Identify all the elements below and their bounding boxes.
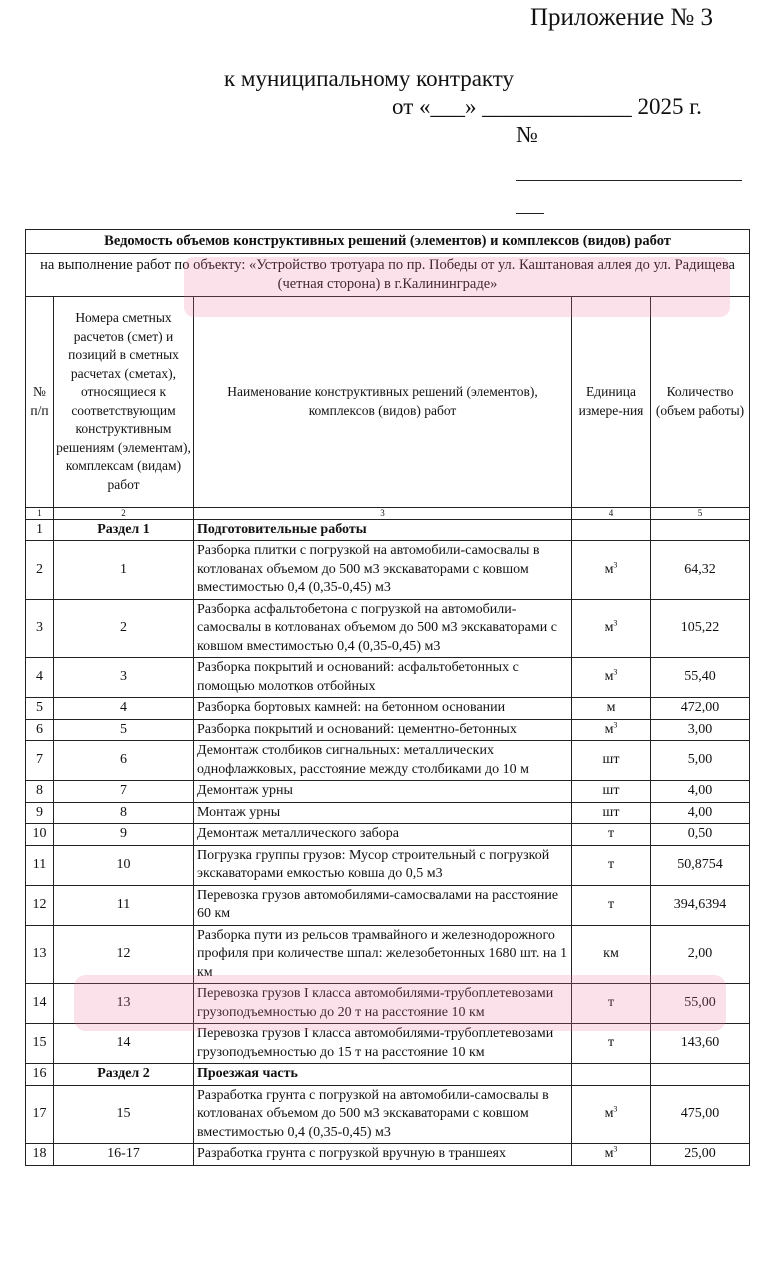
- unit-cell: [572, 984, 651, 1024]
- row-number: 12: [26, 885, 54, 925]
- quantity: 105,22: [651, 599, 750, 658]
- quantity: 2,00: [651, 925, 750, 984]
- unit: т: [607, 856, 615, 872]
- quantity: 5,00: [651, 741, 750, 781]
- quantity: 25,00: [651, 1144, 750, 1166]
- table-row: [26, 741, 750, 781]
- unit-cell: [572, 599, 651, 658]
- section-row: [26, 1064, 750, 1086]
- table-row: [26, 1024, 750, 1064]
- estimate-ref: 9: [54, 824, 194, 846]
- row-number: 18: [26, 1144, 54, 1166]
- unit-exponent: 3: [613, 667, 618, 677]
- header-qty: Количество (объем работы): [651, 296, 750, 507]
- work-name: Погрузка группы грузов: Мусор строительный с погрузкой экскаваторами емкостью ковша до 0,5 м3: [194, 845, 572, 885]
- work-name: Разборка асфальтобетона с погрузкой на автомобили-самосвалы в котлованах объемом до 500 м3 экскаваторами с ковшом вместимостью 0,4 (0,35-0,45) м3: [194, 599, 572, 658]
- quantity: 64,32: [651, 541, 750, 600]
- quantity: 0,50: [651, 824, 750, 846]
- work-name: Перевозка грузов I класса автомобилями-трубоплетевозами грузоподъемностью до 20 т на расстояние 10 км: [194, 984, 572, 1024]
- object-prefix: на выполнение работ по объекту:: [40, 256, 249, 273]
- unit: т: [607, 995, 615, 1011]
- row-number: 16: [26, 1064, 54, 1086]
- quantity: 55,00: [651, 984, 750, 1024]
- contract-number-blank-end: [516, 213, 544, 214]
- work-name: Разборка плитки с погрузкой на автомобили-самосвалы в котлованах объемом до 500 м3 экскаваторами с ковшом вместимостью 0,4 (0,35-0,45) м3: [194, 541, 572, 600]
- unit: м: [604, 561, 614, 577]
- column-number: 4: [572, 507, 651, 519]
- column-number: 1: [26, 507, 54, 519]
- table-row: [26, 698, 750, 720]
- unit-exponent: 3: [613, 719, 618, 729]
- header-unit: Единица измере-ния: [572, 296, 651, 507]
- work-name: Проезжая часть: [194, 1064, 572, 1086]
- unit-cell: [572, 519, 651, 541]
- row-number: 15: [26, 1024, 54, 1064]
- unit-cell: [572, 824, 651, 846]
- quantity: [651, 1064, 750, 1086]
- estimate-ref: 13: [54, 984, 194, 1024]
- estimate-ref: 7: [54, 781, 194, 803]
- unit: шт: [602, 783, 620, 798]
- unit-cell: [572, 541, 651, 600]
- estimate-ref: 6: [54, 741, 194, 781]
- unit-exponent: 3: [613, 618, 618, 628]
- unit: км: [603, 946, 619, 961]
- works-volume-table: [25, 229, 750, 1166]
- work-name: Перевозка грузов автомобилями-самосвалами на расстояние 60 км: [194, 885, 572, 925]
- quantity: 50,8754: [651, 845, 750, 885]
- table-title-row: [26, 230, 750, 254]
- table-row: [26, 845, 750, 885]
- quantity: 3,00: [651, 719, 750, 741]
- estimate-ref: 16-17: [54, 1144, 194, 1166]
- table-row: [26, 599, 750, 658]
- work-name: Разборка бортовых камней: на бетонном основании: [194, 698, 572, 720]
- unit-cell: [572, 845, 651, 885]
- table-row: [26, 719, 750, 741]
- unit: м: [606, 700, 616, 715]
- table-row: [26, 824, 750, 846]
- unit: т: [607, 1035, 615, 1051]
- header-num: № п/п: [26, 296, 54, 507]
- table-row: [26, 541, 750, 600]
- row-number: 9: [26, 802, 54, 824]
- appendix-title: Приложение № 3: [530, 4, 714, 31]
- estimate-ref: 10: [54, 845, 194, 885]
- row-number: 2: [26, 541, 54, 600]
- row-number: 5: [26, 698, 54, 720]
- quantity: 472,00: [651, 698, 750, 720]
- estimate-ref: Раздел 1: [54, 519, 194, 541]
- quantity: 4,00: [651, 802, 750, 824]
- quantity: 475,00: [651, 1085, 750, 1144]
- quantity: 4,00: [651, 781, 750, 803]
- estimate-ref: 11: [54, 885, 194, 925]
- work-name: Разработка грунта с погрузкой вручную в траншеях: [194, 1144, 572, 1166]
- table-row: [26, 781, 750, 803]
- row-number: 6: [26, 719, 54, 741]
- header-estimate: Номера сметных расчетов (смет) и позиций в сметных расчетах (сметах), относящиеся к соответствующим конструктивным решениям (элементам), комплексам (видам) работ: [54, 296, 194, 507]
- table-row: [26, 1144, 750, 1166]
- row-number: 14: [26, 984, 54, 1024]
- unit: шт: [602, 752, 620, 768]
- table-row: [26, 1085, 750, 1144]
- unit: т: [607, 826, 615, 841]
- quantity: 55,40: [651, 658, 750, 698]
- row-number: 11: [26, 845, 54, 885]
- row-number: 13: [26, 925, 54, 984]
- estimate-ref: 8: [54, 802, 194, 824]
- header-row: [26, 296, 750, 507]
- table-row: [26, 925, 750, 984]
- work-name: Демонтаж урны: [194, 781, 572, 803]
- column-number: 3: [194, 507, 572, 519]
- unit-cell: [572, 1024, 651, 1064]
- estimate-ref: 4: [54, 698, 194, 720]
- unit-cell: [572, 698, 651, 720]
- unit: м: [604, 1146, 614, 1161]
- unit-cell: [572, 1064, 651, 1086]
- contract-number-label: №: [516, 122, 538, 147]
- column-number: 2: [54, 507, 194, 519]
- row-number: 3: [26, 599, 54, 658]
- quantity: 143,60: [651, 1024, 750, 1064]
- table-row: [26, 885, 750, 925]
- quantity: [651, 519, 750, 541]
- estimate-ref: 1: [54, 541, 194, 600]
- estimate-ref: 3: [54, 658, 194, 698]
- work-name: Разборка покрытий и оснований: цементно-бетонных: [194, 719, 572, 741]
- unit: м: [604, 721, 614, 737]
- unit-cell: [572, 658, 651, 698]
- work-name: Разборка покрытий и оснований: асфальтобетонных с помощью молотков отбойных: [194, 658, 572, 698]
- unit-exponent: 3: [613, 1144, 618, 1154]
- unit: м: [604, 1106, 614, 1121]
- work-name: Демонтаж металлического забора: [194, 824, 572, 846]
- row-number: 10: [26, 824, 54, 846]
- estimate-ref: 5: [54, 719, 194, 741]
- unit-cell: [572, 781, 651, 803]
- contract-date-line: от «___» _____________ 2025 г.: [392, 94, 702, 119]
- unit: м: [604, 669, 614, 685]
- unit-cell: [572, 719, 651, 741]
- quantity: 394,6394: [651, 885, 750, 925]
- estimate-ref: 14: [54, 1024, 194, 1064]
- row-number: 17: [26, 1085, 54, 1144]
- estimate-ref: Раздел 2: [54, 1064, 194, 1086]
- work-name: Разборка пути из рельсов трамвайного и железнодорожного профиля при количестве шпал: железобетонных 1680 шт. на 1 км: [194, 925, 572, 984]
- unit: т: [607, 896, 615, 912]
- contract-number-blank: [516, 180, 742, 181]
- row-number: 8: [26, 781, 54, 803]
- object-name: «Устройство тротуара по пр. Победы от ул. Каштановая аллея до ул. Радищева (четная сторона) в г.Калининграде»: [248, 256, 735, 292]
- unit-cell: [572, 1085, 651, 1144]
- table-title: Ведомость объемов конструктивных решений (элементов) и комплексов (видов) работ: [26, 230, 750, 254]
- table-row: [26, 802, 750, 824]
- work-name: Перевозка грузов I класса автомобилями-трубоплетевозами грузоподъемностью до 15 т на расстояние 10 км: [194, 1024, 572, 1064]
- estimate-ref: 2: [54, 599, 194, 658]
- work-name: Подготовительные работы: [194, 519, 572, 541]
- estimate-ref: 15: [54, 1085, 194, 1144]
- section-row: [26, 519, 750, 541]
- header-name: Наименование конструктивных решений (элементов), комплексов (видов) работ: [194, 296, 572, 507]
- column-number: 5: [651, 507, 750, 519]
- table-row: [26, 658, 750, 698]
- unit-cell: [572, 1144, 651, 1166]
- work-name: Разработка грунта с погрузкой на автомобили-самосвалы в котлованах объемом до 500 м3 экскаваторами с ковшом вместимостью 0,4 (0,35-0,45) м3: [194, 1085, 572, 1144]
- object-description: [26, 253, 750, 296]
- column-number-row: [26, 507, 750, 519]
- object-row: [26, 253, 750, 296]
- table-row: [26, 984, 750, 1024]
- unit: м: [604, 620, 614, 635]
- unit-cell: [572, 925, 651, 984]
- unit-cell: [572, 741, 651, 781]
- work-name: Монтаж урны: [194, 802, 572, 824]
- row-number: 1: [26, 519, 54, 541]
- unit-exponent: 3: [613, 1104, 618, 1114]
- unit-cell: [572, 802, 651, 824]
- row-number: 7: [26, 741, 54, 781]
- row-number: 4: [26, 658, 54, 698]
- unit: шт: [602, 804, 620, 820]
- work-name: Демонтаж столбиков сигнальных: металлических однофлажковых, расстояние между столбиками до 10 м: [194, 741, 572, 781]
- contract-reference: к муниципальному контракту: [224, 66, 515, 91]
- unit-exponent: 3: [613, 559, 618, 569]
- estimate-ref: 12: [54, 925, 194, 984]
- unit-cell: [572, 885, 651, 925]
